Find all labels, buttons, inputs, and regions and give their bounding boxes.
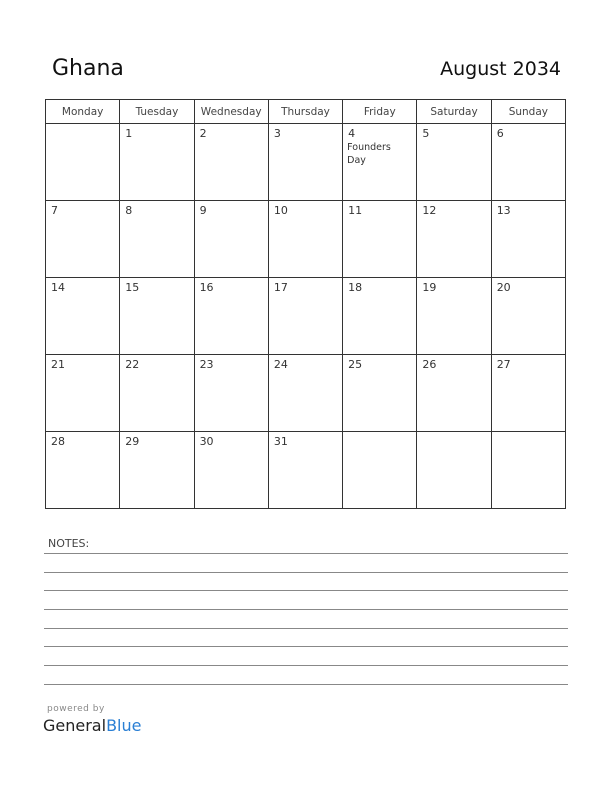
day-number: 2 — [199, 127, 207, 140]
day-cell — [417, 355, 491, 432]
day-cell — [417, 124, 491, 201]
weekday-header-row — [46, 100, 566, 124]
day-cell — [46, 278, 120, 355]
day-cell — [417, 201, 491, 278]
day-number: 10 — [273, 204, 288, 217]
notes-line — [44, 609, 568, 610]
country-title: Ghana — [52, 56, 124, 81]
day-number: 25 — [348, 358, 363, 371]
day-number: 28 — [51, 435, 65, 448]
day-number: 22 — [125, 358, 140, 371]
day-number: 13 — [496, 204, 511, 217]
day-number: 9 — [199, 204, 207, 217]
day-cell — [268, 201, 342, 278]
day-cell — [417, 432, 491, 509]
month-year-title: August 2034 — [440, 58, 561, 80]
generalblue-logo[interactable] — [43, 716, 141, 735]
brand-blue: Blue — [106, 716, 142, 735]
weekday-header: Monday — [46, 100, 120, 124]
day-number: 5 — [422, 127, 430, 140]
day-number: 30 — [199, 435, 214, 448]
day-cell — [120, 432, 194, 509]
week-row — [46, 124, 566, 201]
day-number: 16 — [199, 281, 214, 294]
day-number: 11 — [348, 204, 363, 217]
day-number: 4 — [348, 127, 356, 140]
week-row — [46, 432, 566, 509]
notes-line — [44, 628, 568, 629]
notes-line — [44, 665, 568, 666]
brand-general: General — [43, 716, 107, 735]
day-cell — [417, 278, 491, 355]
day-number: 1 — [125, 127, 133, 140]
notes-line — [44, 590, 568, 591]
day-number: 14 — [51, 281, 65, 294]
day-number: 21 — [51, 358, 65, 371]
day-cell — [46, 124, 120, 201]
weekday-header: Saturday — [417, 100, 491, 124]
day-number: 20 — [496, 281, 511, 294]
day-number: 29 — [125, 435, 140, 448]
weekday-header: Wednesday — [194, 100, 268, 124]
day-cell — [343, 124, 417, 201]
day-cell — [194, 432, 268, 509]
day-cell — [194, 201, 268, 278]
day-number: 15 — [125, 281, 140, 294]
day-cell — [268, 124, 342, 201]
week-row — [46, 278, 566, 355]
day-cell — [46, 432, 120, 509]
day-cell — [491, 201, 565, 278]
day-cell — [120, 278, 194, 355]
day-number: 23 — [199, 358, 214, 371]
day-cell — [194, 278, 268, 355]
day-number: 26 — [422, 358, 437, 371]
day-cell — [491, 432, 565, 509]
day-cell — [268, 278, 342, 355]
day-cell — [120, 124, 194, 201]
day-cell — [194, 124, 268, 201]
day-cell — [46, 355, 120, 432]
day-number: 24 — [273, 358, 288, 371]
day-number: 18 — [348, 281, 363, 294]
day-cell — [491, 124, 565, 201]
notes-line — [44, 646, 568, 647]
day-cell — [343, 278, 417, 355]
notes-label: NOTES: — [48, 537, 90, 550]
weekday-header: Thursday — [268, 100, 342, 124]
day-cell — [120, 201, 194, 278]
day-cell — [343, 432, 417, 509]
day-cell — [268, 355, 342, 432]
day-cell — [120, 355, 194, 432]
powered-by-text: powered by — [47, 704, 105, 714]
day-number: 6 — [496, 127, 504, 140]
notes-line — [44, 684, 568, 685]
day-number: 8 — [125, 204, 133, 217]
day-cell — [491, 355, 565, 432]
day-number: 17 — [273, 281, 288, 294]
day-number: 12 — [422, 204, 437, 217]
day-number: 19 — [422, 281, 437, 294]
day-number: 7 — [51, 204, 58, 217]
day-cell — [343, 201, 417, 278]
day-cell — [194, 355, 268, 432]
notes-line — [44, 553, 568, 554]
weekday-header: Friday — [343, 100, 417, 124]
calendar-grid — [45, 99, 566, 509]
day-cell — [46, 201, 120, 278]
week-row — [46, 355, 566, 432]
day-number: 3 — [273, 127, 281, 140]
week-row — [46, 201, 566, 278]
weekday-header: Sunday — [491, 100, 565, 124]
day-number: 31 — [273, 435, 288, 448]
weekday-header: Tuesday — [120, 100, 194, 124]
holiday-label: Founders Day — [347, 142, 391, 166]
day-cell — [343, 355, 417, 432]
day-number: 27 — [496, 358, 511, 371]
day-cell — [491, 278, 565, 355]
notes-line — [44, 572, 568, 573]
day-cell — [268, 432, 342, 509]
